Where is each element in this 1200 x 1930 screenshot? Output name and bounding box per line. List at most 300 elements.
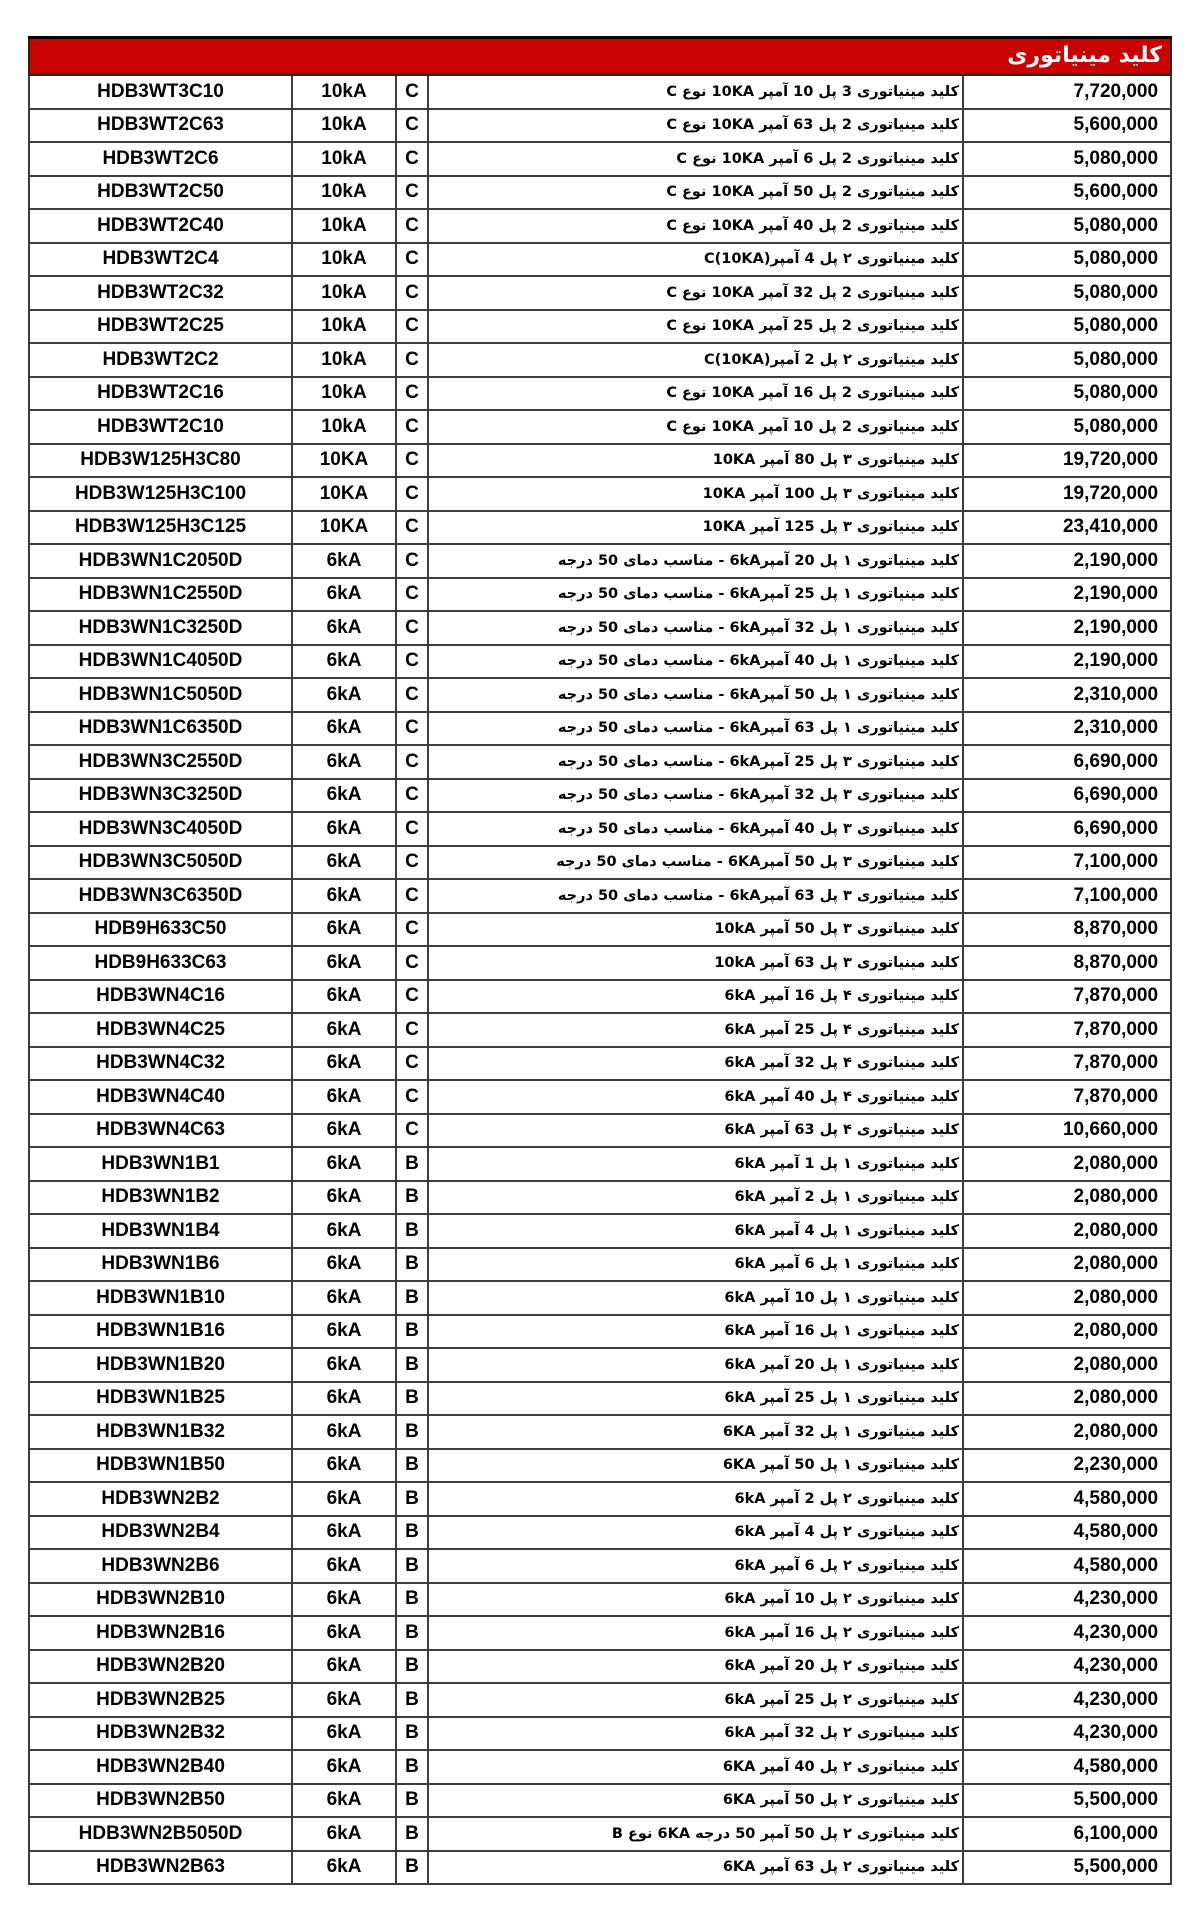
table-row [29, 611, 1171, 645]
type-cell: B [396, 1315, 428, 1349]
type-cell: C [396, 209, 428, 243]
table-row [29, 1181, 1171, 1215]
ka-cell: 6kA [292, 1549, 396, 1583]
table-row [29, 1013, 1171, 1047]
description-cell: کلید مینیاتوری ۱ پل 40 آمپر6kA - مناسب دمای 50 درجه [428, 645, 963, 679]
table-row [29, 1214, 1171, 1248]
type-cell: B [396, 1415, 428, 1449]
table-row [29, 1683, 1171, 1717]
table-row [29, 1817, 1171, 1851]
price-cell: 2,190,000 [963, 578, 1171, 612]
type-cell: C [396, 678, 428, 712]
ka-cell: 10kA [292, 343, 396, 377]
type-cell: C [396, 1080, 428, 1114]
type-cell: C [396, 946, 428, 980]
ka-cell: 6kA [292, 980, 396, 1014]
type-cell: C [396, 611, 428, 645]
price-cell: 2,080,000 [963, 1248, 1171, 1282]
table-row [29, 812, 1171, 846]
type-cell: C [396, 712, 428, 746]
ka-cell: 10kA [292, 410, 396, 444]
price-cell: 2,080,000 [963, 1281, 1171, 1315]
model-cell: HDB3WN2B10 [29, 1583, 292, 1617]
model-cell: HDB3WN2B5050D [29, 1817, 292, 1851]
table-row [29, 276, 1171, 310]
type-cell: B [396, 1482, 428, 1516]
price-cell: 5,080,000 [963, 410, 1171, 444]
model-cell: HDB3WN2B32 [29, 1717, 292, 1751]
table-row [29, 310, 1171, 344]
type-cell: C [396, 779, 428, 813]
type-cell: C [396, 1114, 428, 1148]
table-row [29, 1047, 1171, 1081]
model-cell: HDB9H633C63 [29, 946, 292, 980]
description-cell: کلید مینیاتوری ۱ پل 32 آمپر 6KA [428, 1415, 963, 1449]
ka-cell: 10KA [292, 444, 396, 478]
price-cell: 19,720,000 [963, 444, 1171, 478]
description-cell: کلید مینیاتوری 2 پل 40 آمپر 10KA نوع C [428, 209, 963, 243]
ka-cell: 10kA [292, 209, 396, 243]
model-cell: HDB9H633C50 [29, 913, 292, 947]
price-cell: 7,870,000 [963, 980, 1171, 1014]
type-cell: B [396, 1817, 428, 1851]
model-cell: HDB3WN1C6350D [29, 712, 292, 746]
type-cell: C [396, 243, 428, 277]
table-row [29, 1549, 1171, 1583]
ka-cell: 6kA [292, 1348, 396, 1382]
description-cell: کلید مینیاتوری ۲ پل 50 آمپر 6KA [428, 1784, 963, 1818]
ka-cell: 6kA [292, 1650, 396, 1684]
description-cell: کلید مینیاتوری ۱ پل 50 آمپر 6KA [428, 1449, 963, 1483]
model-cell: HDB3WN3C2550D [29, 745, 292, 779]
model-cell: HDB3WT2C63 [29, 109, 292, 143]
type-cell: B [396, 1717, 428, 1751]
ka-cell: 6kA [292, 578, 396, 612]
description-cell: کلید مینیاتوری ۱ پل 2 آمپر 6kA [428, 1181, 963, 1215]
type-cell: C [396, 544, 428, 578]
price-cell: 2,080,000 [963, 1315, 1171, 1349]
table-row [29, 946, 1171, 980]
type-cell: B [396, 1281, 428, 1315]
price-cell: 2,080,000 [963, 1147, 1171, 1181]
table-row [29, 1248, 1171, 1282]
price-cell: 2,310,000 [963, 678, 1171, 712]
price-cell: 2,080,000 [963, 1181, 1171, 1215]
type-cell: B [396, 1650, 428, 1684]
ka-cell: 6kA [292, 678, 396, 712]
description-cell: کلید مینیاتوری ۱ پل 32 آمپر6kA - مناسب دمای 50 درجه [428, 611, 963, 645]
type-cell: C [396, 109, 428, 143]
price-cell: 2,080,000 [963, 1415, 1171, 1449]
description-cell: کلید مینیاتوری 2 پل 50 آمپر 10KA نوع C [428, 176, 963, 210]
ka-cell: 6kA [292, 712, 396, 746]
table-row [29, 1415, 1171, 1449]
ka-cell: 6kA [292, 1717, 396, 1751]
type-cell: B [396, 1616, 428, 1650]
section-title: کلید مینیاتوری [29, 38, 1171, 76]
model-cell: HDB3WN4C16 [29, 980, 292, 1014]
description-cell: کلید مینیاتوری ۲ پل 2 آمپر 6kA [428, 1482, 963, 1516]
model-cell: HDB3WN2B16 [29, 1616, 292, 1650]
table-row [29, 1616, 1171, 1650]
price-cell: 6,690,000 [963, 745, 1171, 779]
table-row [29, 377, 1171, 411]
ka-cell: 6kA [292, 1583, 396, 1617]
description-cell: کلید مینیاتوری ۳ پل 50 آمپر6KA - مناسب دمای 50 درجه [428, 846, 963, 880]
table-row [29, 678, 1171, 712]
price-cell: 2,080,000 [963, 1382, 1171, 1416]
price-cell: 2,080,000 [963, 1348, 1171, 1382]
model-cell: HDB3WN1B20 [29, 1348, 292, 1382]
type-cell: C [396, 578, 428, 612]
table-row [29, 1348, 1171, 1382]
ka-cell: 6kA [292, 1415, 396, 1449]
model-cell: HDB3WN4C40 [29, 1080, 292, 1114]
ka-cell: 10KA [292, 477, 396, 511]
description-cell: کلید مینیاتوری ۲ پل 32 آمپر 6kA [428, 1717, 963, 1751]
price-cell: 6,690,000 [963, 779, 1171, 813]
table-row [29, 1080, 1171, 1114]
table-row [29, 1114, 1171, 1148]
description-cell: کلید مینیاتوری ۳ پل 80 آمپر 10KA [428, 444, 963, 478]
model-cell: HDB3WN1B10 [29, 1281, 292, 1315]
model-cell: HDB3WN1B25 [29, 1382, 292, 1416]
model-cell: HDB3WT2C2 [29, 343, 292, 377]
price-table [28, 36, 1172, 1885]
ka-cell: 6kA [292, 946, 396, 980]
type-cell: B [396, 1683, 428, 1717]
ka-cell: 6kA [292, 1482, 396, 1516]
description-cell: کلید مینیاتوری ۴ پل 25 آمپر 6kA [428, 1013, 963, 1047]
model-cell: HDB3WN1B50 [29, 1449, 292, 1483]
price-cell: 4,230,000 [963, 1583, 1171, 1617]
ka-cell: 6kA [292, 1181, 396, 1215]
model-cell: HDB3WN1B4 [29, 1214, 292, 1248]
price-cell: 4,230,000 [963, 1650, 1171, 1684]
type-cell: C [396, 343, 428, 377]
ka-cell: 6kA [292, 745, 396, 779]
price-cell: 8,870,000 [963, 913, 1171, 947]
table-row [29, 75, 1171, 109]
type-cell: C [396, 477, 428, 511]
type-cell: C [396, 410, 428, 444]
table-row [29, 477, 1171, 511]
price-cell: 6,100,000 [963, 1817, 1171, 1851]
table-row [29, 578, 1171, 612]
model-cell: HDB3W125H3C125 [29, 511, 292, 545]
description-cell: کلید مینیاتوری 2 پل 63 آمپر 10KA نوع C [428, 109, 963, 143]
type-cell: B [396, 1750, 428, 1784]
model-cell: HDB3WT2C32 [29, 276, 292, 310]
description-cell: کلید مینیاتوری ۲ پل 50 آمپر 50 درجه 6KA نوع B [428, 1817, 963, 1851]
type-cell: C [396, 645, 428, 679]
description-cell: کلید مینیاتوری ۴ پل 32 آمپر 6kA [428, 1047, 963, 1081]
price-cell: 6,690,000 [963, 812, 1171, 846]
ka-cell: 6kA [292, 611, 396, 645]
table-row [29, 109, 1171, 143]
model-cell: HDB3WN2B40 [29, 1750, 292, 1784]
model-cell: HDB3WN4C25 [29, 1013, 292, 1047]
ka-cell: 10kA [292, 243, 396, 277]
table-row [29, 1482, 1171, 1516]
price-cell: 2,190,000 [963, 544, 1171, 578]
ka-cell: 6kA [292, 1047, 396, 1081]
description-cell: کلید مینیاتوری ۲ پل 20 آمپر 6kA [428, 1650, 963, 1684]
type-cell: C [396, 276, 428, 310]
table-row [29, 1147, 1171, 1181]
description-cell: کلید مینیاتوری ۲ پل 40 آمپر 6KA [428, 1750, 963, 1784]
type-cell: B [396, 1449, 428, 1483]
ka-cell: 6kA [292, 1750, 396, 1784]
ka-cell: 10kA [292, 310, 396, 344]
model-cell: HDB3WT2C40 [29, 209, 292, 243]
model-cell: HDB3WN2B63 [29, 1851, 292, 1885]
description-cell: کلید مینیاتوری ۳ پل 40 آمپر6kA - مناسب دمای 50 درجه [428, 812, 963, 846]
price-cell: 4,580,000 [963, 1482, 1171, 1516]
table-row [29, 879, 1171, 913]
model-cell: HDB3WN2B50 [29, 1784, 292, 1818]
type-cell: B [396, 1214, 428, 1248]
description-cell: کلید مینیاتوری ۱ پل 20 آمپر 6kA [428, 1348, 963, 1382]
type-cell: C [396, 75, 428, 109]
description-cell: کلید مینیاتوری ۳ پل 125 آمپر 10KA [428, 511, 963, 545]
price-cell: 7,870,000 [963, 1080, 1171, 1114]
table-row [29, 444, 1171, 478]
type-cell: C [396, 879, 428, 913]
type-cell: C [396, 444, 428, 478]
price-sheet [28, 36, 1170, 1885]
description-cell: کلید مینیاتوری ۲ پل 63 آمپر 6KA [428, 1851, 963, 1885]
model-cell: HDB3WT2C4 [29, 243, 292, 277]
description-cell: کلید مینیاتوری ۲ پل 4 آمپر 6kA [428, 1516, 963, 1550]
table-row [29, 712, 1171, 746]
ka-cell: 6kA [292, 1013, 396, 1047]
type-cell: B [396, 1348, 428, 1382]
model-cell: HDB3W125H3C100 [29, 477, 292, 511]
ka-cell: 6kA [292, 1851, 396, 1885]
ka-cell: 6kA [292, 1315, 396, 1349]
type-cell: C [396, 745, 428, 779]
model-cell: HDB3WN4C32 [29, 1047, 292, 1081]
ka-cell: 6kA [292, 879, 396, 913]
table-row [29, 1449, 1171, 1483]
description-cell: کلید مینیاتوری 2 پل 6 آمپر 10KA نوع C [428, 142, 963, 176]
model-cell: HDB3WT2C50 [29, 176, 292, 210]
price-cell: 2,230,000 [963, 1449, 1171, 1483]
description-cell: کلید مینیاتوری ۴ پل 40 آمپر 6kA [428, 1080, 963, 1114]
price-cell: 4,230,000 [963, 1683, 1171, 1717]
ka-cell: 6kA [292, 1281, 396, 1315]
table-row [29, 1717, 1171, 1751]
model-cell: HDB3WN2B4 [29, 1516, 292, 1550]
price-cell: 7,720,000 [963, 75, 1171, 109]
price-cell: 5,600,000 [963, 109, 1171, 143]
description-cell: کلید مینیاتوری ۳ پل 63 آمپر 10kA [428, 946, 963, 980]
model-cell: HDB3WN3C6350D [29, 879, 292, 913]
ka-cell: 6kA [292, 1616, 396, 1650]
type-cell: C [396, 310, 428, 344]
table-row [29, 1315, 1171, 1349]
table-row [29, 176, 1171, 210]
price-cell: 4,230,000 [963, 1717, 1171, 1751]
price-cell: 2,190,000 [963, 611, 1171, 645]
description-cell: کلید مینیاتوری ۱ پل 25 آمپر6kA - مناسب دمای 50 درجه [428, 578, 963, 612]
description-cell: کلید مینیاتوری 2 پل 16 آمپر 10KA نوع C [428, 377, 963, 411]
ka-cell: 6kA [292, 1080, 396, 1114]
description-cell: کلید مینیاتوری 3 پل 10 آمپر 10KA نوع C [428, 75, 963, 109]
table-row [29, 745, 1171, 779]
model-cell: HDB3WT2C6 [29, 142, 292, 176]
model-cell: HDB3WN3C3250D [29, 779, 292, 813]
ka-cell: 10kA [292, 276, 396, 310]
table-row [29, 913, 1171, 947]
model-cell: HDB3WN1C3250D [29, 611, 292, 645]
description-cell: کلید مینیاتوری ۳ پل 32 آمپر6kA - مناسب دمای 50 درجه [428, 779, 963, 813]
model-cell: HDB3WN2B25 [29, 1683, 292, 1717]
ka-cell: 6kA [292, 1248, 396, 1282]
model-cell: HDB3WN4C63 [29, 1114, 292, 1148]
ka-cell: 10kA [292, 377, 396, 411]
type-cell: C [396, 1013, 428, 1047]
price-cell: 7,870,000 [963, 1013, 1171, 1047]
type-cell: B [396, 1583, 428, 1617]
description-cell: کلید مینیاتوری ۳ پل 100 آمپر 10KA [428, 477, 963, 511]
type-cell: B [396, 1181, 428, 1215]
description-cell: کلید مینیاتوری ۳ پل 50 آمپر 10kA [428, 913, 963, 947]
description-cell: کلید مینیاتوری ۲ پل 10 آمپر 6kA [428, 1583, 963, 1617]
ka-cell: 6kA [292, 645, 396, 679]
model-cell: HDB3WN1B16 [29, 1315, 292, 1349]
model-cell: HDB3WT2C25 [29, 310, 292, 344]
type-cell: B [396, 1549, 428, 1583]
table-row [29, 142, 1171, 176]
price-cell: 4,230,000 [963, 1616, 1171, 1650]
table-row [29, 1784, 1171, 1818]
type-cell: C [396, 846, 428, 880]
ka-cell: 6kA [292, 1817, 396, 1851]
ka-cell: 10kA [292, 109, 396, 143]
type-cell: B [396, 1516, 428, 1550]
description-cell: کلید مینیاتوری ۳ پل 63 آمپر6kA - مناسب دمای 50 درجه [428, 879, 963, 913]
ka-cell: 6kA [292, 544, 396, 578]
model-cell: HDB3WN2B6 [29, 1549, 292, 1583]
table-row [29, 511, 1171, 545]
type-cell: C [396, 176, 428, 210]
price-cell: 8,870,000 [963, 946, 1171, 980]
model-cell: HDB3WN1B2 [29, 1181, 292, 1215]
table-row [29, 846, 1171, 880]
model-cell: HDB3WN1C4050D [29, 645, 292, 679]
table-row [29, 1516, 1171, 1550]
price-cell: 5,080,000 [963, 343, 1171, 377]
type-cell: C [396, 511, 428, 545]
description-cell: کلید مینیاتوری ۱ پل 16 آمپر 6kA [428, 1315, 963, 1349]
model-cell: HDB3WN1B1 [29, 1147, 292, 1181]
price-cell: 23,410,000 [963, 511, 1171, 545]
model-cell: HDB3WN1C5050D [29, 678, 292, 712]
description-cell: کلید مینیاتوری ۱ پل 20 آمپر6kA - مناسب دمای 50 درجه [428, 544, 963, 578]
model-cell: HDB3WN2B20 [29, 1650, 292, 1684]
price-cell: 2,310,000 [963, 712, 1171, 746]
description-cell: کلید مینیاتوری ۲ پل 25 آمپر 6kA [428, 1683, 963, 1717]
price-cell: 5,080,000 [963, 209, 1171, 243]
ka-cell: 10kA [292, 142, 396, 176]
description-cell: کلید مینیاتوری ۴ پل 63 آمپر 6kA [428, 1114, 963, 1148]
price-table-body [29, 75, 1171, 1884]
ka-cell: 6kA [292, 779, 396, 813]
ka-cell: 6kA [292, 913, 396, 947]
model-cell: HDB3WT3C10 [29, 75, 292, 109]
table-row [29, 779, 1171, 813]
ka-cell: 6kA [292, 1516, 396, 1550]
model-cell: HDB3WN1C2050D [29, 544, 292, 578]
ka-cell: 10kA [292, 75, 396, 109]
table-row [29, 645, 1171, 679]
ka-cell: 6kA [292, 812, 396, 846]
price-cell: 5,080,000 [963, 310, 1171, 344]
model-cell: HDB3WN2B2 [29, 1482, 292, 1516]
price-cell: 10,660,000 [963, 1114, 1171, 1148]
type-cell: B [396, 1382, 428, 1416]
model-cell: HDB3WN1C2550D [29, 578, 292, 612]
model-cell: HDB3WN3C4050D [29, 812, 292, 846]
price-cell: 5,500,000 [963, 1851, 1171, 1885]
price-cell: 5,080,000 [963, 142, 1171, 176]
ka-cell: 6kA [292, 1784, 396, 1818]
type-cell: C [396, 1047, 428, 1081]
price-cell: 5,080,000 [963, 276, 1171, 310]
price-cell: 7,100,000 [963, 879, 1171, 913]
ka-cell: 10kA [292, 176, 396, 210]
price-cell: 5,080,000 [963, 243, 1171, 277]
ka-cell: 6kA [292, 1147, 396, 1181]
model-cell: HDB3W125H3C80 [29, 444, 292, 478]
model-cell: HDB3WN1B32 [29, 1415, 292, 1449]
type-cell: C [396, 142, 428, 176]
price-cell: 2,190,000 [963, 645, 1171, 679]
model-cell: HDB3WN1B6 [29, 1248, 292, 1282]
price-cell: 5,500,000 [963, 1784, 1171, 1818]
ka-cell: 6kA [292, 1382, 396, 1416]
description-cell: کلید مینیاتوری ۴ پل 16 آمپر 6kA [428, 980, 963, 1014]
price-cell: 19,720,000 [963, 477, 1171, 511]
table-row [29, 209, 1171, 243]
description-cell: کلید مینیاتوری ۲ پل 6 آمپر 6kA [428, 1549, 963, 1583]
type-cell: C [396, 980, 428, 1014]
price-cell: 4,580,000 [963, 1549, 1171, 1583]
table-row [29, 1382, 1171, 1416]
description-cell: کلید مینیاتوری 2 پل 10 آمپر 10KA نوع C [428, 410, 963, 444]
model-cell: HDB3WT2C10 [29, 410, 292, 444]
description-cell: کلید مینیاتوری ۱ پل 50 آمپر6kA - مناسب دمای 50 درجه [428, 678, 963, 712]
table-row [29, 980, 1171, 1014]
description-cell: کلید مینیاتوری ۱ پل 25 آمپر 6kA [428, 1382, 963, 1416]
description-cell: کلید مینیاتوری ۱ پل 4 آمپر 6kA [428, 1214, 963, 1248]
description-cell: کلید مینیاتوری ۲ پل 2 آمپرC(10KA) [428, 343, 963, 377]
table-row [29, 410, 1171, 444]
description-cell: کلید مینیاتوری ۱ پل 63 آمپر6kA - مناسب دمای 50 درجه [428, 712, 963, 746]
table-row [29, 1750, 1171, 1784]
type-cell: B [396, 1784, 428, 1818]
model-cell: HDB3WT2C16 [29, 377, 292, 411]
description-cell: کلید مینیاتوری 2 پل 32 آمپر 10KA نوع C [428, 276, 963, 310]
description-cell: کلید مینیاتوری ۲ پل 16 آمپر 6kA [428, 1616, 963, 1650]
price-cell: 4,580,000 [963, 1516, 1171, 1550]
type-cell: B [396, 1147, 428, 1181]
description-cell: کلید مینیاتوری 2 پل 25 آمپر 10KA نوع C [428, 310, 963, 344]
table-row [29, 343, 1171, 377]
description-cell: کلید مینیاتوری ۲ پل 4 آمپرC(10KA) [428, 243, 963, 277]
